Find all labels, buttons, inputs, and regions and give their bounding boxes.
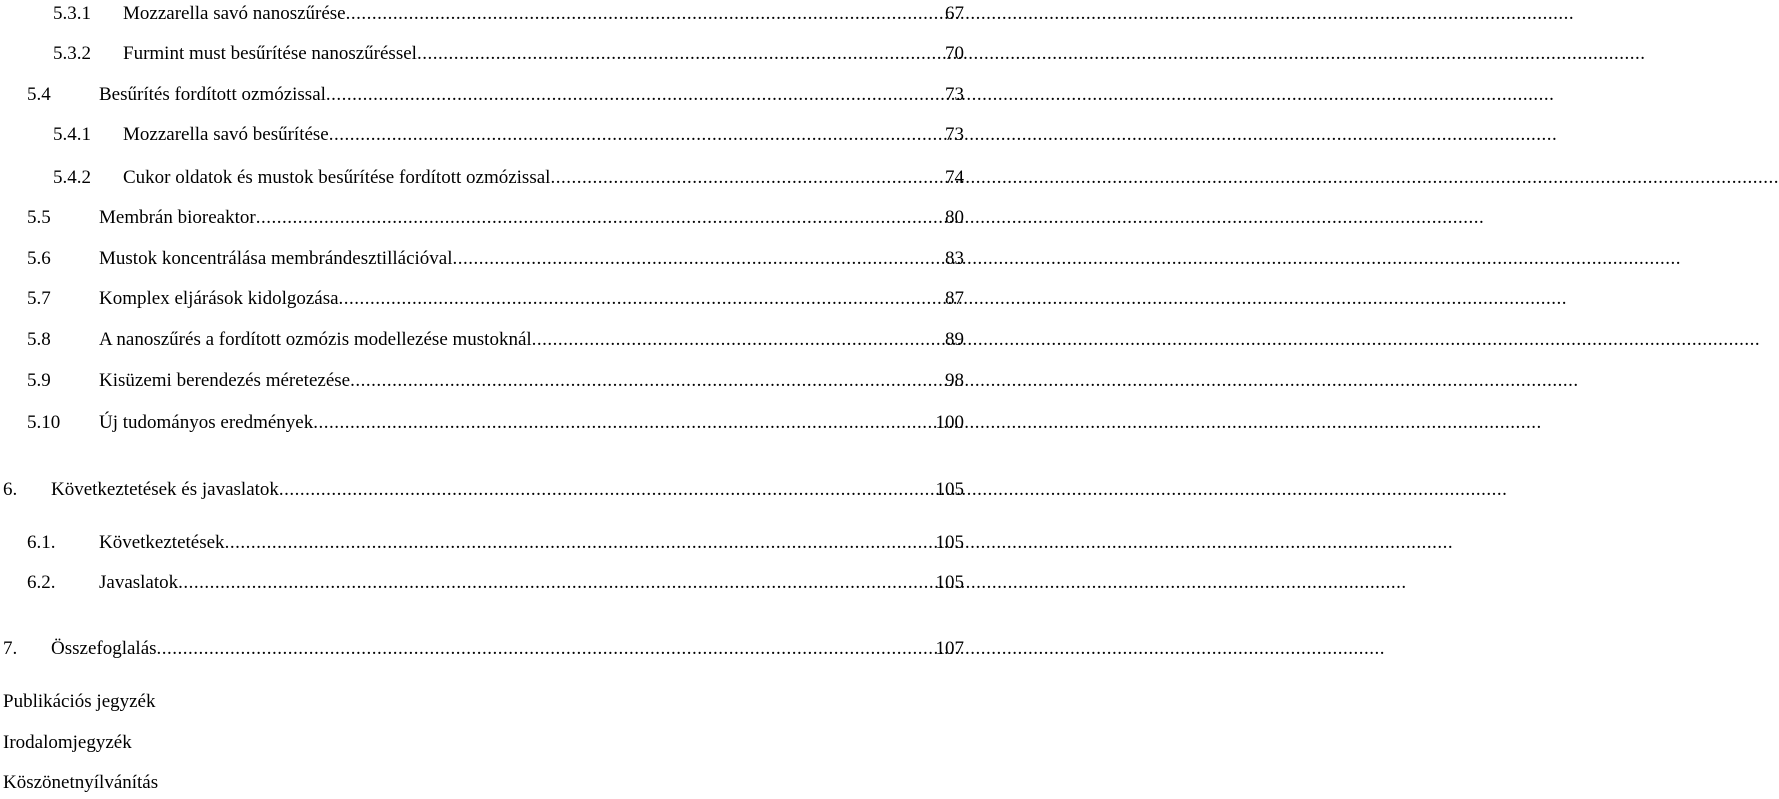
page-number: 70 (945, 43, 964, 64)
section-number: 5.9 (27, 370, 51, 391)
dot-leader (225, 530, 933, 556)
page-number: 98 (945, 370, 964, 391)
dot-leader (279, 477, 933, 503)
section-number: 5.3.2 (53, 43, 91, 64)
dot-leader (550, 165, 939, 191)
dot-leader (326, 82, 939, 108)
toc-entry-5-4-1[interactable] (0, 122, 964, 148)
toc-entry-6[interactable] (0, 477, 964, 503)
toc-entry-5-4-2[interactable] (0, 165, 964, 191)
toc-entry-koszonetnyilvanitas[interactable]: Köszönetnyílvánítás (3, 772, 159, 793)
section-title: Cukor oldatok és mustok besűrítése fordított ozmózissal (123, 167, 551, 188)
section-number: 7. (3, 638, 18, 659)
section-number: 5.10 (27, 412, 61, 433)
toc-entry-7[interactable] (0, 636, 964, 662)
dot-leader (313, 410, 932, 436)
section-title: Besűrítés fordított ozmózissal (99, 84, 326, 105)
dot-leader (453, 246, 940, 272)
section-title: Következtetések (99, 532, 225, 553)
page-number: 105 (935, 572, 964, 593)
section-number: 5.3.1 (53, 3, 91, 24)
toc-entry-6-2[interactable] (0, 570, 964, 596)
page-number: 100 (935, 412, 964, 433)
section-number: 5.4.2 (53, 167, 91, 188)
dot-leader (178, 570, 932, 596)
section-title: Mozzarella savó besűrítése (123, 124, 329, 145)
section-title: Mozzarella savó nanoszűrése (123, 3, 346, 24)
toc-entry-6-1[interactable] (0, 530, 964, 556)
page-number: 87 (945, 288, 964, 309)
page-number: 83 (945, 248, 964, 269)
toc-entry-5-5[interactable] (0, 205, 964, 231)
page-number: 105 (935, 532, 964, 553)
toc-entry-5-10[interactable] (0, 410, 964, 436)
dot-leader (417, 41, 939, 67)
dot-leader (346, 1, 939, 27)
page-number: 74 (945, 167, 964, 188)
page-number: 105 (935, 479, 964, 500)
toc-entry-5-8[interactable] (0, 327, 964, 353)
dot-leader (157, 636, 933, 662)
section-number: 5.4.1 (53, 124, 91, 145)
dot-leader (350, 368, 939, 394)
toc-entry-irodalomjegyzek[interactable]: Irodalomjegyzék (3, 732, 132, 753)
section-number: 5.8 (27, 329, 51, 350)
section-number: 5.7 (27, 288, 51, 309)
section-title: Furmint must besűrítése nanoszűréssel (123, 43, 417, 64)
section-number: 5.5 (27, 207, 51, 228)
dot-leader (339, 286, 939, 312)
section-title: Következtetések és javaslatok (51, 479, 279, 500)
toc-entry-5-6[interactable] (0, 246, 964, 272)
section-title: Mustok koncentrálása membrándesztillációval (99, 248, 453, 269)
dot-leader (256, 205, 939, 231)
section-title: Új tudományos eredmények (99, 412, 314, 433)
section-number: 6.2. (27, 572, 56, 593)
section-number: 6.1. (27, 532, 56, 553)
dot-leader (532, 327, 939, 353)
page-number: 89 (945, 329, 964, 350)
section-number: 6. (3, 479, 18, 500)
section-number: 5.6 (27, 248, 51, 269)
section-title: Komplex eljárások kidolgozása (99, 288, 339, 309)
dot-leader (329, 122, 939, 148)
toc-entry-5-3-1[interactable] (0, 1, 964, 27)
page-number: 107 (935, 638, 964, 659)
toc-entry-5-3-2[interactable] (0, 41, 964, 67)
page-number: 80 (945, 207, 964, 228)
section-title: Membrán bioreaktor (99, 207, 256, 228)
page-number: 67 (945, 3, 964, 24)
section-title: Javaslatok (99, 572, 179, 593)
page-number: 73 (945, 84, 964, 105)
section-title: A nanoszűrés a fordított ozmózis modellezése mustoknál (99, 329, 532, 350)
toc-entry-5-9[interactable] (0, 368, 964, 394)
section-number: 5.4 (27, 84, 51, 105)
toc-entry-5-4[interactable] (0, 82, 964, 108)
page-number: 73 (945, 124, 964, 145)
toc-entry-publikacios-jegyzek[interactable]: Publikációs jegyzék (3, 691, 156, 712)
section-title: Kisüzemi berendezés méretezése (99, 370, 351, 391)
section-title: Összefoglalás (51, 638, 157, 659)
toc-entry-5-7[interactable] (0, 286, 964, 312)
